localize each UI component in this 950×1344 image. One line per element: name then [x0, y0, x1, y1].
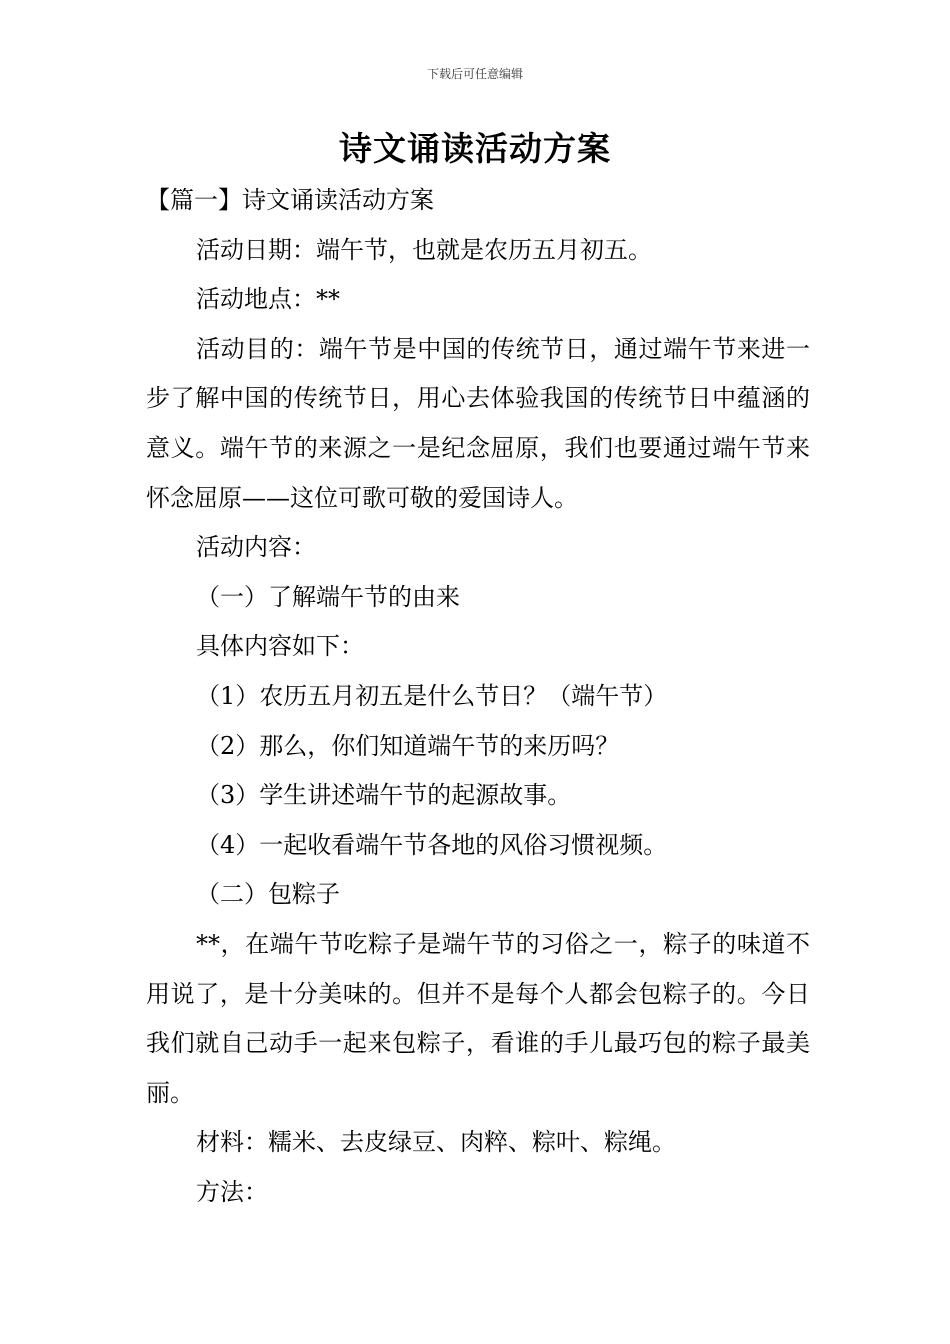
paragraph-item-4: （4）一起收看端午节各地的风俗习惯视频。 — [196, 830, 668, 859]
paragraph-activity-purpose: 活动目的：端午节是中国的传统节日，通过端午节来进一步了解中国的传统节日，用心去体验我国的传统节日中蕴涵的意义。端午节的来源之一是纪念屈原，我们也要通过端午节来怀念屈原——这位可歌可敬的爱国诗人。 — [146, 334, 810, 512]
header-note: 下载后可任意编辑 — [426, 67, 523, 81]
document-title: 诗文诵读活动方案 — [339, 129, 611, 168]
paragraph-activity-location: 活动地点：** — [196, 285, 340, 314]
paragraph-zongzi: **，在端午节吃粽子是端午节的习俗之一，粽子的味道不用说了，是十分美味的。但并不是每个人都会包粽子的。今日我们就自己动手一起来包粽子，看谁的手儿最巧包的粽子最美丽。 — [146, 929, 810, 1107]
paragraph-item-2: （2）那么，你们知道端午节的来历吗？ — [196, 731, 620, 760]
paragraph-method: 方法： — [196, 1177, 268, 1206]
paragraph-item-3: （3）学生讲述端午节的起源故事。 — [196, 781, 572, 810]
paragraph-part-two: （二）包粽子 — [196, 880, 340, 909]
paragraph-item-1: （1）农历五月初五是什么节日？（端午节） — [196, 681, 668, 710]
section-heading: 【篇一】诗文诵读活动方案 — [146, 186, 434, 214]
paragraph-part-one: （一）了解端午节的由来 — [196, 582, 460, 611]
paragraph-materials: 材料：糯米、去皮绿豆、肉粹、粽叶、粽绳。 — [196, 1128, 676, 1157]
paragraph-details: 具体内容如下： — [196, 632, 364, 661]
paragraph-activity-date: 活动日期：端午节，也就是农历五月初五。 — [196, 235, 652, 264]
document-body — [146, 176, 810, 1217]
paragraph-activity-content: 活动内容： — [196, 533, 316, 562]
